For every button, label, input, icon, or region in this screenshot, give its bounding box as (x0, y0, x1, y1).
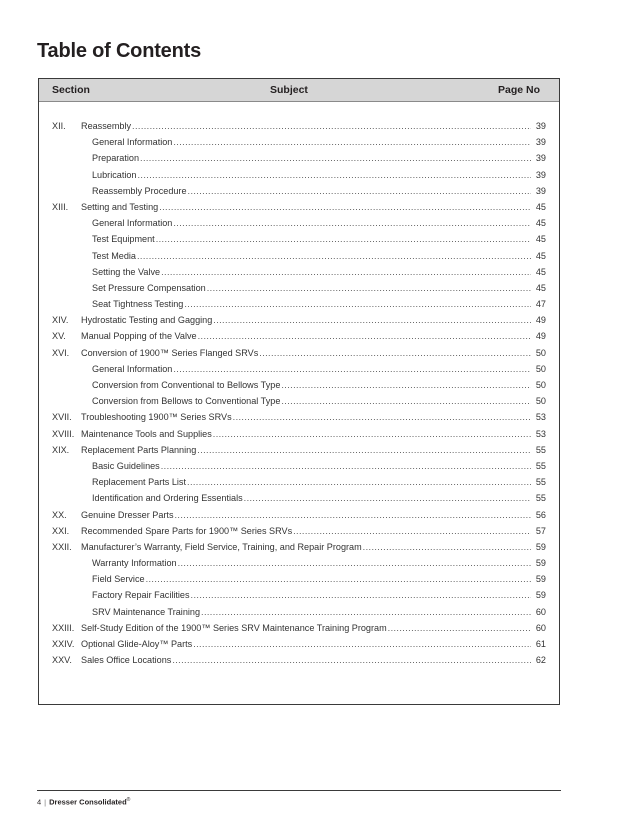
toc-row[interactable] (39, 555, 559, 571)
toc-entry-title: Troubleshooting 1900™ Series SRVs (81, 412, 232, 423)
toc-header-row (39, 79, 559, 102)
toc-page-number: 57 (535, 525, 546, 536)
dot-leader (388, 622, 531, 634)
dot-leader (132, 120, 531, 132)
dot-leader (213, 314, 531, 326)
toc-row[interactable] (39, 118, 559, 134)
toc-entry-title: SRV Maintenance Training (92, 606, 201, 617)
toc-section-number: XV. (52, 331, 66, 342)
toc-row[interactable] (39, 312, 559, 328)
dot-leader (193, 638, 531, 650)
dot-leader (161, 266, 531, 278)
toc-entry (92, 136, 532, 148)
dot-leader (140, 152, 531, 164)
toc-entry (92, 363, 532, 375)
toc-entry-title: Maintenance Tools and Supplies (81, 428, 212, 439)
toc-entry (92, 395, 532, 407)
toc-row[interactable] (39, 636, 559, 652)
toc-entry (92, 606, 532, 618)
toc-row[interactable] (39, 652, 559, 668)
toc-page-number: 45 (535, 250, 546, 261)
toc-section-number: XXII. (52, 541, 72, 552)
toc-row[interactable] (39, 393, 559, 409)
toc-entry-title: Conversion from Conventional to Bellows Type (92, 380, 281, 390)
toc-entry-title: General Information (92, 137, 173, 148)
toc-row[interactable] (39, 248, 559, 264)
toc-page-number: 60 (535, 606, 546, 617)
toc-entry (92, 298, 532, 310)
toc-page-number: 53 (535, 412, 546, 423)
footer-separator: | (44, 797, 47, 807)
dot-leader (207, 282, 531, 294)
toc-entry-title: Manual Popping of the Valve (81, 331, 197, 342)
toc-page-number: 50 (535, 363, 546, 374)
toc-page-number: 59 (535, 558, 546, 569)
page-title: Table of Contents (37, 40, 202, 62)
toc-page-number: 55 (535, 477, 546, 488)
dot-leader (173, 136, 531, 148)
toc-page-number: 59 (535, 590, 546, 601)
toc-entry (92, 152, 532, 164)
dot-leader (281, 379, 531, 391)
toc-section-number: XXIII. (52, 622, 75, 633)
toc-page-number: 55 (535, 460, 546, 471)
toc-section-number: XXV. (52, 655, 72, 666)
footer-brand: Dresser Consolidated (49, 797, 127, 807)
toc-page-number: 45 (535, 201, 546, 212)
toc-entry-title: Set Pressure Compensation (92, 282, 206, 293)
toc-entry (81, 654, 532, 666)
toc-row[interactable] (39, 183, 559, 199)
toc-row[interactable] (39, 507, 559, 523)
toc-row[interactable] (39, 426, 559, 442)
toc-entry-list (39, 118, 559, 668)
toc-entry-title: Optional Glide-Aloy™ Parts (81, 639, 193, 649)
dot-leader (172, 654, 531, 666)
toc-row[interactable] (39, 539, 559, 555)
toc-entry (92, 379, 532, 391)
dot-leader (146, 573, 531, 585)
toc-entry-title: Recommended Spare Parts for 1900™ Series SRVs (81, 525, 293, 536)
toc-page-number: 53 (535, 428, 546, 439)
toc-page-number: 55 (535, 444, 546, 455)
toc-row[interactable] (39, 296, 559, 312)
footer-divider (37, 790, 561, 791)
toc-row[interactable] (39, 571, 559, 587)
toc-entry-title: Setting and Testing (81, 201, 159, 212)
toc-row[interactable] (39, 409, 559, 425)
toc-row[interactable] (39, 150, 559, 166)
toc-page-number: 61 (535, 639, 546, 649)
toc-page-number: 56 (535, 509, 546, 520)
toc-section-number: XIX. (52, 444, 70, 455)
toc-row[interactable] (39, 490, 559, 506)
toc-section-number: XVIII. (52, 428, 75, 439)
toc-page-number: 45 (535, 282, 546, 293)
toc-page-number: 45 (535, 234, 546, 245)
toc-entry (92, 233, 532, 245)
toc-row[interactable] (39, 167, 559, 183)
toc-page-number: 39 (535, 121, 546, 131)
dot-leader (198, 330, 531, 342)
toc-section-number: XII. (52, 121, 66, 131)
toc-entry-title: Self-Study Edition of the 1900™ Series SRV Maintenance Training Program (81, 622, 387, 633)
toc-page-number: 55 (535, 493, 546, 504)
toc-entry-title: Manufacturer’s Warranty, Field Service, Training, and Repair Program (81, 541, 362, 552)
toc-page-number: 50 (535, 396, 546, 407)
toc-page-number: 59 (535, 541, 546, 552)
toc-entry-title: Test Media (92, 250, 136, 261)
toc-entry (81, 314, 532, 326)
toc-entry-title: General Information (92, 218, 173, 229)
toc-row[interactable] (39, 377, 559, 393)
toc-row[interactable] (39, 361, 559, 377)
registered-mark: ® (126, 797, 131, 803)
dot-leader (197, 444, 531, 456)
toc-entry (81, 428, 532, 440)
toc-section-number: XIV. (52, 315, 69, 326)
toc-page-number: 50 (535, 347, 546, 358)
toc-row[interactable] (39, 264, 559, 280)
dot-leader (259, 347, 531, 359)
toc-entry (92, 185, 532, 197)
toc-entry (81, 509, 532, 521)
toc-entry-title: Conversion of 1900™ Series Flanged SRVs (81, 347, 259, 358)
toc-section-number: XXIV. (52, 639, 75, 649)
toc-entry-title: Preparation (92, 153, 140, 164)
dot-leader (161, 460, 531, 472)
toc-entry-title: Hydrostatic Testing and Gagging (81, 315, 213, 326)
toc-entry-title: Setting the Valve (92, 266, 161, 277)
dot-leader (159, 201, 531, 213)
dot-leader (191, 589, 531, 601)
toc-entry (81, 330, 532, 342)
toc-entry (81, 120, 532, 132)
toc-row[interactable] (39, 587, 559, 603)
toc-page-number: 60 (535, 622, 546, 633)
footer-page-number: 4 (37, 797, 42, 807)
dot-leader (138, 169, 532, 181)
toc-page-number: 62 (535, 655, 546, 666)
dot-leader (213, 428, 531, 440)
column-header-page: Page No (497, 84, 540, 96)
toc-page-number: 39 (535, 137, 546, 148)
toc-entry (81, 411, 532, 423)
toc-section-number: XIII. (52, 201, 69, 212)
dot-leader (178, 557, 531, 569)
toc-row[interactable] (39, 620, 559, 636)
toc-row[interactable] (39, 280, 559, 296)
toc-row[interactable] (39, 523, 559, 539)
toc-entry-title: Basic Guidelines (92, 460, 160, 471)
toc-row[interactable] (39, 134, 559, 150)
dot-leader (156, 233, 531, 245)
toc-entry (81, 541, 532, 553)
toc-page-number: 45 (535, 218, 546, 229)
toc-entry (92, 250, 532, 262)
toc-entry (92, 460, 532, 472)
toc-page-number: 50 (535, 380, 546, 390)
dot-leader (188, 185, 531, 197)
dot-leader (175, 509, 532, 521)
dot-leader (184, 298, 531, 310)
dot-leader (281, 395, 531, 407)
dot-leader (173, 217, 531, 229)
toc-row[interactable] (39, 442, 559, 458)
dot-leader (173, 363, 531, 375)
dot-leader (244, 492, 531, 504)
toc-entry-title: Field Service (92, 574, 145, 585)
toc-row[interactable] (39, 604, 559, 620)
toc-page-number: 49 (535, 315, 546, 326)
dot-leader (233, 411, 531, 423)
toc-entry-title: General Information (92, 363, 173, 374)
toc-row[interactable] (39, 458, 559, 474)
toc-row[interactable] (39, 199, 559, 215)
dot-leader (293, 525, 531, 537)
toc-row[interactable] (39, 231, 559, 247)
toc-section-number: XVI. (52, 347, 70, 358)
toc-entry-title: Sales Office Locations (81, 655, 172, 666)
dot-leader (187, 476, 531, 488)
toc-row[interactable] (39, 328, 559, 344)
column-header-subject: Subject (270, 84, 308, 96)
toc-row[interactable] (39, 215, 559, 231)
toc-entry-title: Factory Repair Facilities (92, 590, 190, 601)
toc-page-number: 39 (535, 153, 546, 164)
toc-entry (81, 525, 532, 537)
toc-entry-title: Lubrication (92, 169, 137, 180)
toc-row[interactable] (39, 474, 559, 490)
toc-section-number: XX. (52, 509, 67, 520)
toc-entry-title: Reassembly (81, 121, 132, 131)
toc-entry (81, 444, 532, 456)
toc-entry-title: Warranty Information (92, 558, 177, 569)
toc-entry (92, 589, 532, 601)
toc-section-number: XVII. (52, 412, 72, 423)
toc-entry-title: Replacement Parts List (92, 477, 187, 488)
toc-entry-title: Replacement Parts Planning (81, 444, 197, 455)
toc-page-number: 49 (535, 331, 546, 342)
toc-page-number: 39 (535, 185, 546, 196)
toc-entry (92, 169, 532, 181)
toc-page-number: 45 (535, 266, 546, 277)
toc-entry (81, 347, 532, 359)
dot-leader (363, 541, 531, 553)
toc-entry-title: Reassembly Procedure (92, 185, 187, 196)
toc-entry (92, 266, 532, 278)
toc-entry-title: Conversion from Bellows to Conventional Type (92, 396, 281, 407)
toc-entry (92, 476, 532, 488)
toc-section-number: XXI. (52, 525, 70, 536)
toc-entry (81, 201, 532, 213)
toc-entry (92, 492, 532, 504)
toc-entry (81, 622, 532, 634)
toc-entry-title: Seat Tightness Testing (92, 299, 184, 310)
dot-leader (201, 606, 531, 618)
dot-leader (137, 250, 531, 262)
toc-page-number: 47 (535, 299, 546, 310)
toc-row[interactable] (39, 345, 559, 361)
toc-entry-title: Identification and Ordering Essentials (92, 493, 243, 504)
toc-entry (92, 573, 532, 585)
toc-entry (92, 557, 532, 569)
column-header-section: Section (52, 84, 90, 96)
toc-page-number: 59 (535, 574, 546, 585)
toc-page-number: 39 (535, 169, 546, 180)
toc-entry-title: Test Equipment (92, 234, 155, 245)
toc-table (38, 78, 560, 705)
toc-entry (92, 282, 532, 294)
page-footer (37, 797, 130, 807)
toc-entry (81, 638, 532, 650)
toc-entry-title: Genuine Dresser Parts (81, 509, 174, 520)
toc-entry (92, 217, 532, 229)
